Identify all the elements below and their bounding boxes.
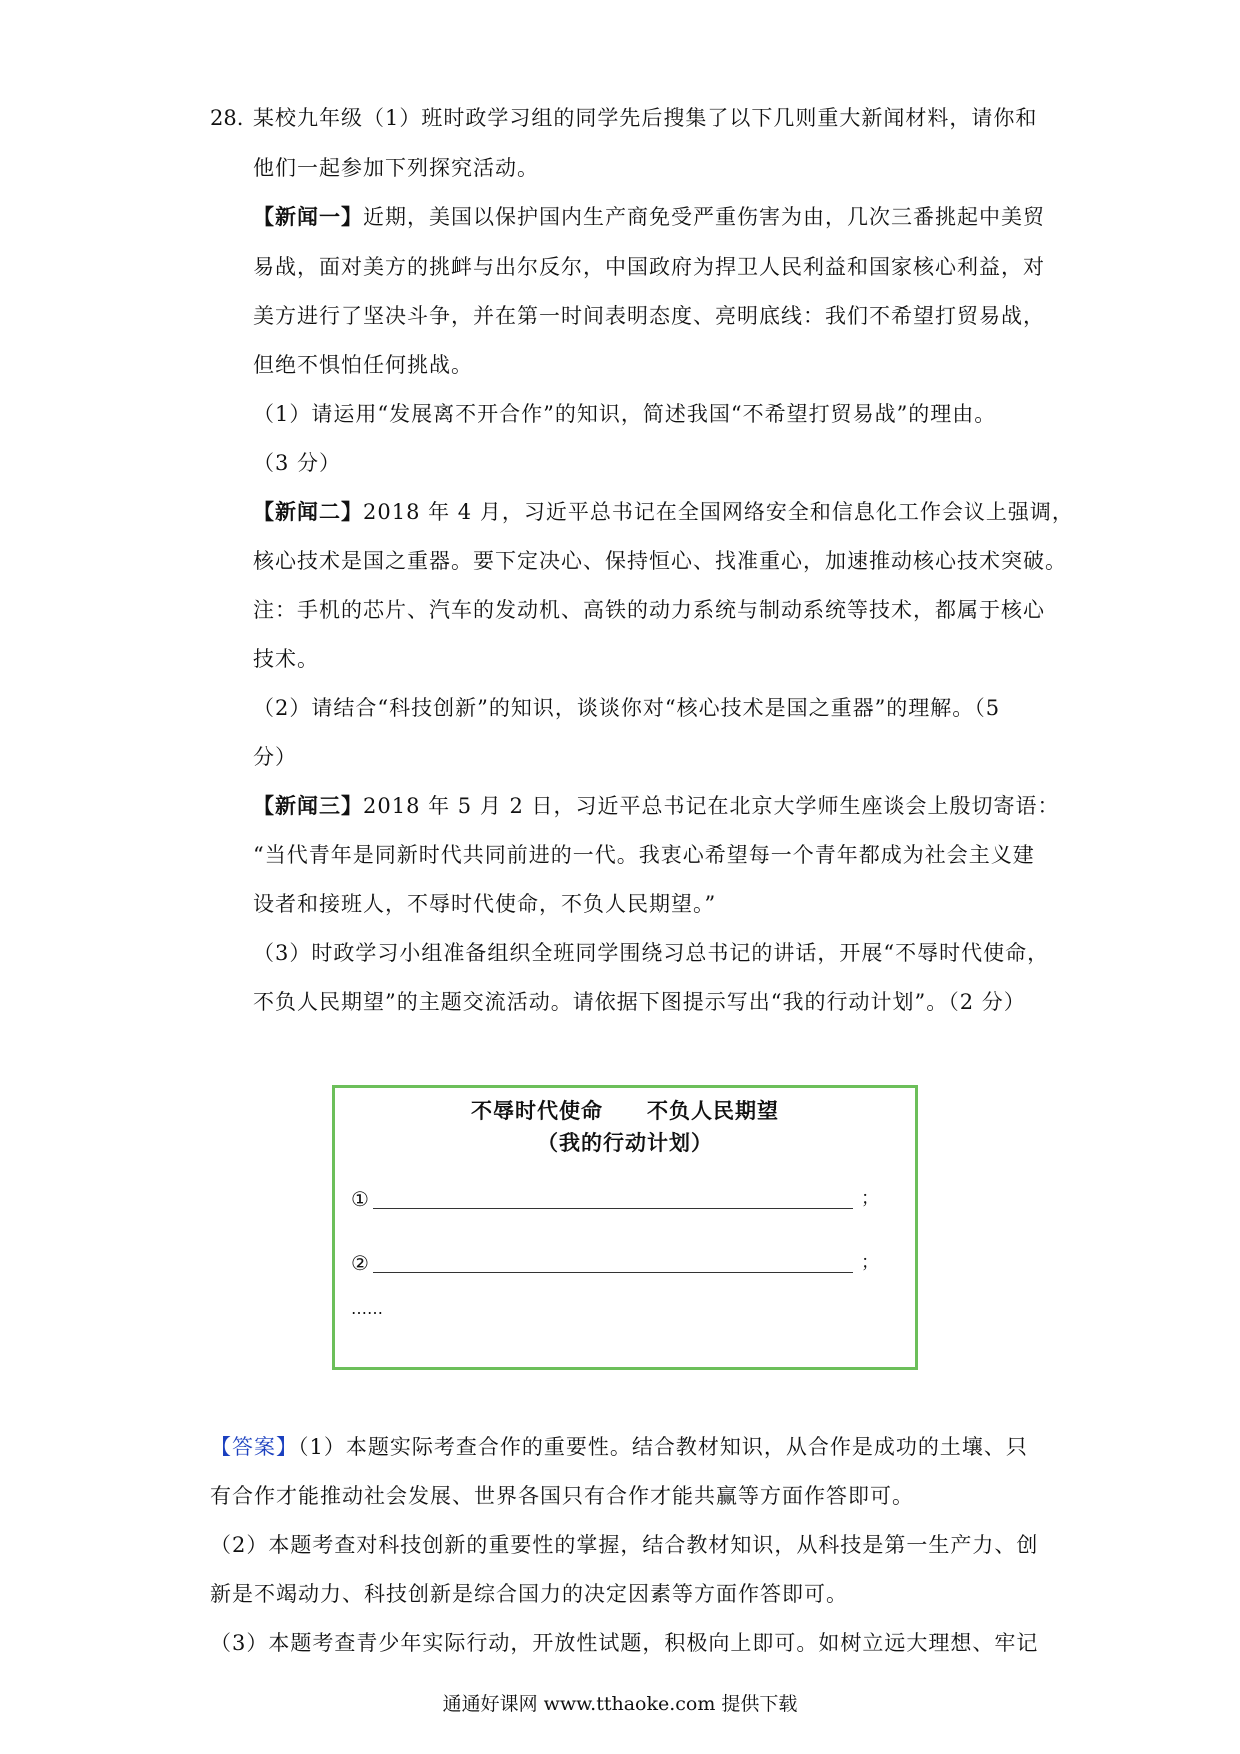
subquestion-3-line-2: 不负人民期望”的主题交流活动。请依据下图提示写出“我的行动计划”。（2 分） (253, 990, 1026, 1014)
page-footer: 通通好课网 www.tthaoke.com 提供下载 (442, 1693, 798, 1715)
question-number: 28. (210, 106, 244, 130)
subquestion-2-line-1: （2）请结合“科技创新”的知识，谈谈你对“核心技术是国之重器”的理解。（5 (253, 696, 1001, 720)
news2-text: 2018 年 4 月，习近平总书记在全国网络安全和信息化工作会议上强调， (363, 500, 1074, 524)
news2-line-2: 核心技术是国之重器。要下定决心、保持恒心、找准重心，加速推动核心技术突破。 (253, 549, 1067, 573)
news2-line-3: 注：手机的芯片、汽车的发动机、高铁的动力系统与制动系统等技术，都属于核心 (253, 598, 1045, 622)
news1-line-4: 但绝不惧怕任何挑战。 (253, 353, 473, 377)
subquestion-1-line-2: （3 分） (253, 451, 342, 475)
news2-line-4: 技术。 (253, 647, 319, 671)
answer-text-1: （1）本题实际考查合作的重要性。结合教材知识，从合作是成功的土壤、只 (298, 1435, 1028, 1459)
plan-item-2-semicolon: ； (861, 1252, 879, 1273)
plan-item-1-semicolon: ； (861, 1188, 879, 1209)
action-plan-title: 不辱时代使命 不负人民期望 (471, 1099, 779, 1123)
news3-paragraph-line-1 (253, 791, 1060, 821)
plan-item-1-marker: ① (351, 1187, 369, 1211)
news2-label: 【新闻二】 (253, 499, 363, 524)
news1-paragraph-line-1 (253, 202, 1045, 232)
answer-line-5: （3）本题考查青少年实际行动，开放性试题，积极向上即可。如树立远大理想、牢记 (210, 1631, 1039, 1655)
question-intro-line-2: 他们一起参加下列探究活动。 (253, 156, 539, 180)
action-plan-subtitle: （我的行动计划） (537, 1131, 713, 1155)
news1-label: 【新闻一】 (253, 204, 363, 229)
news1-line-2: 易战，面对美方的挑衅与出尔反尔，中国政府为捍卫人民利益和国家核心利益，对 (253, 255, 1045, 279)
news3-text: 2018 年 5 月 2 日，习近平总书记在北京大学师生座谈会上殷切寄语： (363, 794, 1060, 818)
subquestion-3-line-1: （3）时政学习小组准备组织全班同学围绕习总书记的讲话，开展“不辱时代使命， (253, 941, 1050, 965)
answer-line-1 (210, 1432, 1028, 1462)
news1-text: 近期，美国以保护国内生产商免受严重伤害为由，几次三番挑起中美贸 (363, 205, 1045, 229)
plan-ellipsis: …… (351, 1299, 383, 1318)
plan-item-2-marker: ② (351, 1251, 369, 1275)
news2-paragraph-line-1 (253, 497, 1074, 527)
subquestion-1-line-1: （1）请运用“发展离不开合作”的知识，简述我国“不希望打贸易战”的理由。 (253, 402, 997, 426)
news3-line-3: 设者和接班人，不辱时代使命，不负人民期望。” (253, 892, 717, 916)
answer-tag: 【答案】 (210, 1435, 298, 1459)
action-plan-box (332, 1085, 918, 1370)
news3-line-2: “当代青年是同新时代共同前进的一代。我衷心希望每一个青年都成为社会主义建 (253, 843, 1035, 867)
answer-line-3: （2）本题考查对科技创新的重要性的掌握，结合教材知识，从科技是第一生产力、创 (210, 1533, 1039, 1557)
answer-line-4: 新是不竭动力、科技创新是综合国力的决定因素等方面作答即可。 (210, 1582, 848, 1606)
plan-item-2-blank-line[interactable] (373, 1272, 853, 1273)
question-intro-line-1: 某校九年级（1）班时政学习组的同学先后搜集了以下几则重大新闻材料，请你和 (253, 106, 1038, 130)
news1-line-3: 美方进行了坚决斗争，并在第一时间表明态度、亮明底线：我们不希望打贸易战， (253, 304, 1045, 328)
plan-item-1-blank-line[interactable] (373, 1208, 853, 1209)
news3-label: 【新闻三】 (253, 793, 363, 818)
subquestion-2-line-2: 分） (253, 745, 297, 769)
answer-line-2: 有合作才能推动社会发展、世界各国只有合作才能共赢等方面作答即可。 (210, 1484, 914, 1508)
